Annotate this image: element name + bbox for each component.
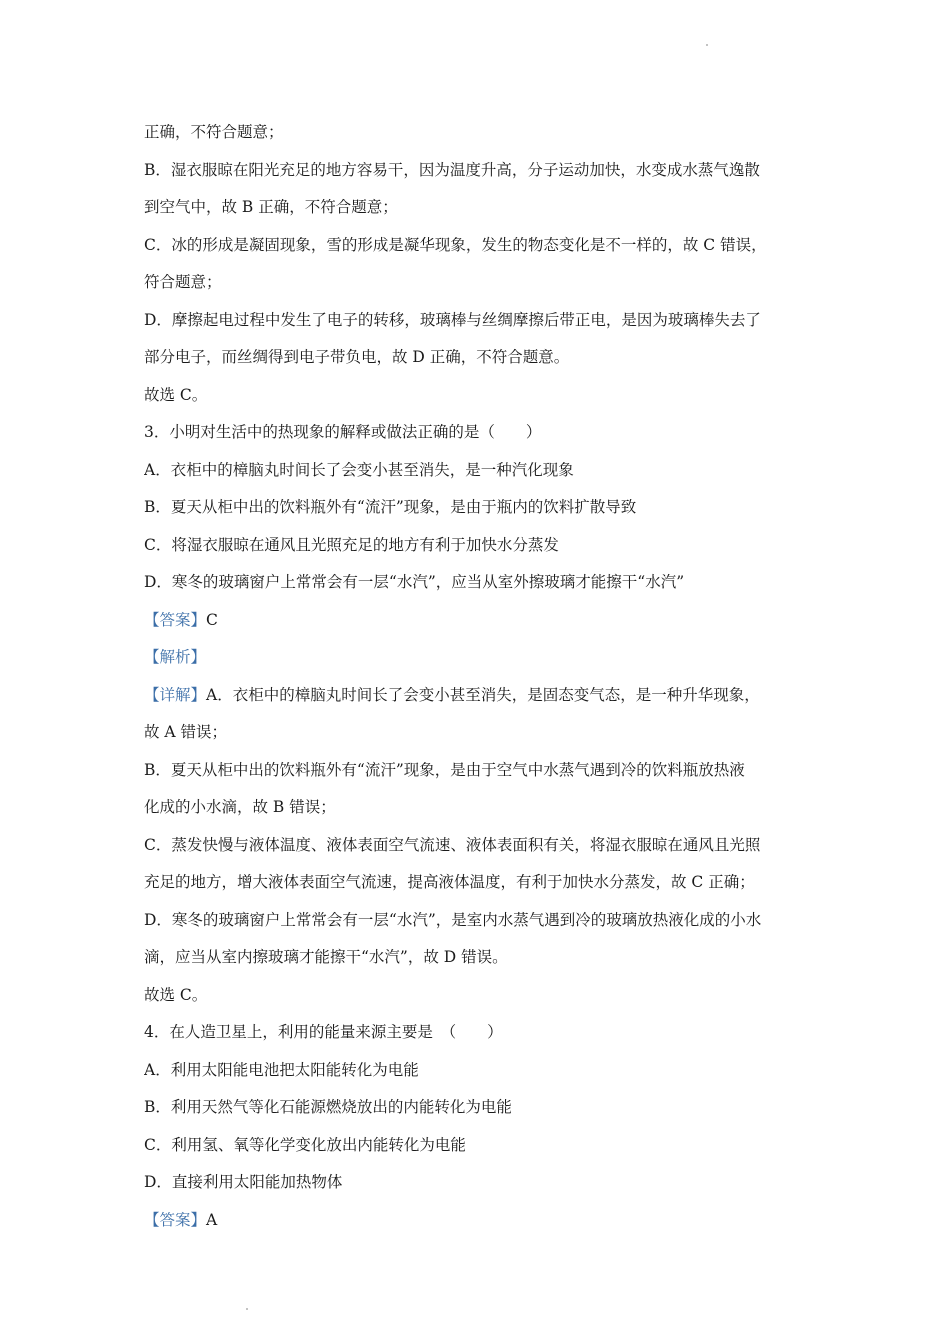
- analysis-tag: 【解析】: [144, 648, 207, 666]
- question-3-option-a: A．衣柜中的樟脑丸时间长了会变小甚至消失，是一种汽化现象: [144, 461, 574, 479]
- question-4-option-c: C．利用氢、氧等化学变化放出内能转化为电能: [144, 1136, 466, 1154]
- text-line: B．夏天从柜中出的饮料瓶外有“流汗”现象，是由于空气中水蒸气遇到冷的饮料瓶放热液: [144, 761, 745, 779]
- question-3-option-b: B．夏天从柜中出的饮料瓶外有“流汗”现象，是由于瓶内的饮料扩散导致: [144, 498, 637, 516]
- answer-tag: 【答案】: [144, 1211, 207, 1229]
- question-3-answer: [144, 605, 814, 635]
- text-line: 充足的地方，增大液体表面空气流速，提高液体温度，有利于加快水分蒸发，故 C 正确；: [144, 873, 755, 891]
- text-line: 故选 C。: [144, 386, 208, 404]
- question-3-option-d: D．寒冬的玻璃窗户上常常会有一层“水汽”，应当从室外擦玻璃才能擦干“水汽”: [144, 573, 685, 591]
- text-line: D．寒冬的玻璃窗户上常常会有一层“水汽”，是室内水蒸气遇到冷的玻璃放热液化成的小水: [144, 911, 762, 929]
- question-3-analysis: [144, 642, 814, 672]
- text-line: 部分电子，而丝绸得到电子带负电，故 D 正确，不符合题意。: [144, 348, 570, 366]
- question-4-option-a: A．利用太阳能电池把太阳能转化为电能: [144, 1061, 419, 1079]
- footer-mark: [246, 1308, 248, 1310]
- answer-tag: 【答案】: [144, 611, 207, 629]
- answer-value: C: [206, 611, 218, 629]
- text-line: 化成的小水滴，故 B 错误；: [144, 798, 336, 816]
- question-4-answer: [144, 1205, 814, 1235]
- text-line: 到空气中，故 B 正确，不符合题意；: [144, 198, 398, 216]
- text-line: C．蒸发快慢与液体温度、液体表面空气流速、液体表面积有关，将湿衣服晾在通风且光照: [144, 836, 761, 854]
- question-3-detail: 【详解】A．衣柜中的樟脑丸时间长了会变小甚至消失，是固态变气态，是一种升华现象，: [144, 686, 760, 704]
- text-line: 滴，应当从室内擦玻璃才能擦干“水汽”，故 D 错误。: [144, 948, 508, 966]
- question-4-stem: 4．在人造卫星上，利用的能量来源主要是 （ ）: [144, 1023, 503, 1041]
- question-3-option-c: C．将湿衣服晾在通风且光照充足的地方有利于加快水分蒸发: [144, 536, 559, 554]
- detail-tag: 【详解】: [144, 686, 207, 704]
- question-4-option-b: B．利用天然气等化石能源燃烧放出的内能转化为电能: [144, 1098, 512, 1116]
- text-line: 故 A 错误；: [144, 723, 228, 741]
- question-4-option-d: D．直接利用太阳能加热物体: [144, 1173, 343, 1191]
- question-3-stem: 3．小明对生活中的热现象的解释或做法正确的是（ ）: [144, 423, 542, 441]
- answer-value: A: [206, 1211, 218, 1229]
- text-line: 符合题意；: [144, 273, 222, 291]
- text-line: D．摩擦起电过程中发生了电子的转移，玻璃棒与丝绸摩擦后带正电，是因为玻璃棒失去了: [144, 311, 761, 329]
- text-line: 故选 C。: [144, 986, 208, 1004]
- text-line: 正确，不符合题意；: [144, 123, 284, 141]
- text-line: C．冰的形成是凝固现象，雪的形成是凝华现象，发生的物态变化是不一样的，故 C 错误，: [144, 236, 767, 254]
- corner-mark: [706, 44, 708, 46]
- text-line: B．湿衣服晾在阳光充足的地方容易干，因为温度升高，分子运动加快，水变成水蒸气逸散: [144, 161, 760, 179]
